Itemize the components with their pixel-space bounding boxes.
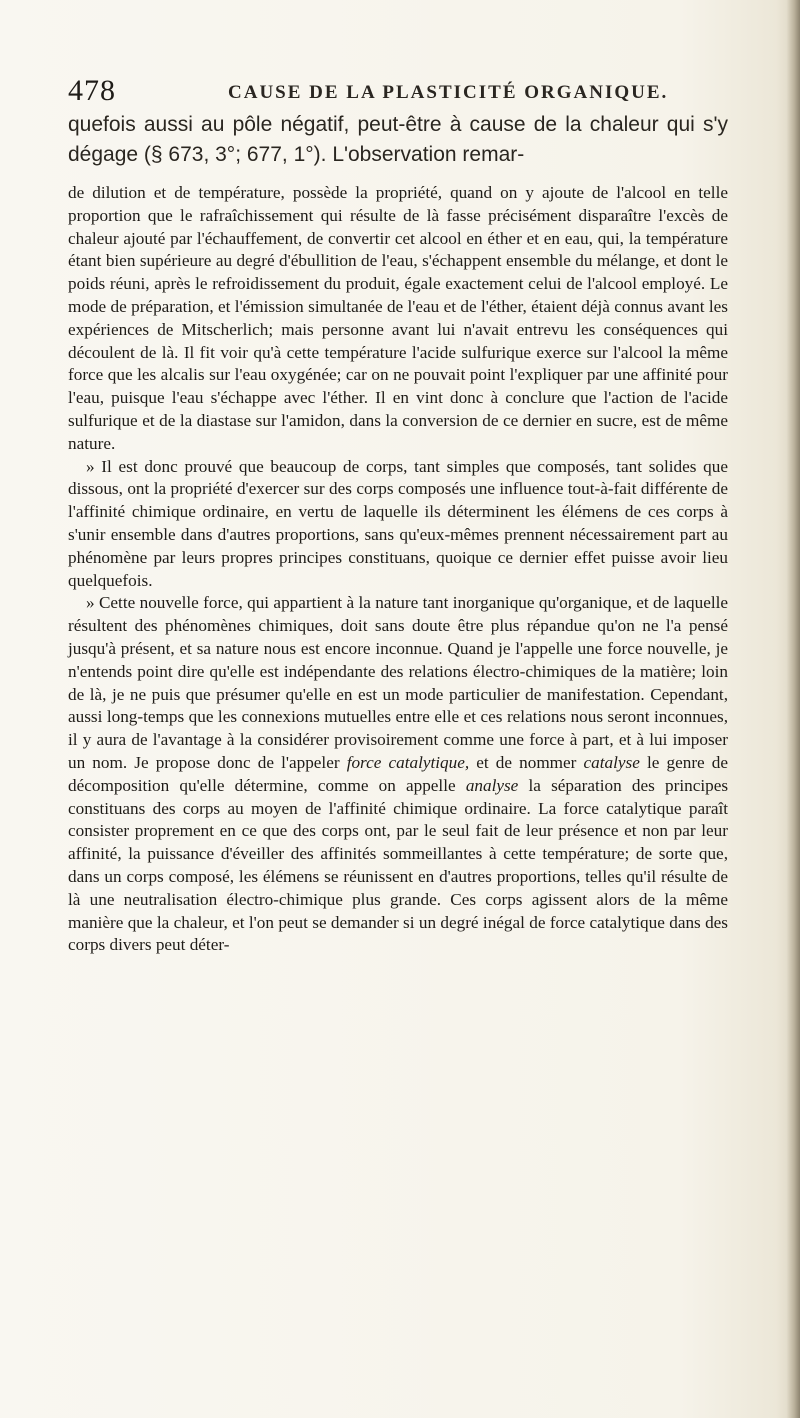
paragraph-3 (68, 592, 728, 957)
paragraph-2: » Il est donc prouvé que beaucoup de corps, tant simples que composés, tant solides que dissous, ont la propriété d'exercer sur des corps composés une influence tout-à-fait différente de l'affinité chimique ordinaire, en vertu de laquelle ils déterminent les élémens de ces corps à s'unir ensemble dans d'autres proportions, sans qu'eux-mêmes prennent nécessairement part au phénomène par leurs propres principes constituans, quoique ce dernier effet puisse avoir lieu quelquefois. (68, 456, 728, 590)
paragraph-3-part-d: la séparation des principes constituans des corps au moyen de l'affinité chimique ordinaire. La force catalytique paraît consister proprement en ce que des corps ont, par le seul fait de leur présence et non par leur affinité, la puissance d'éveiller des affinités sommeillantes à cette température; de sorte que, dans un corps composé, les élémens se réunissent en d'autres proportions, telles qu'il résulte de là une neutralisation électro-chimique plus grande. Ces corps agissent alors de la même manière que la chaleur, et l'on peut se demander si un degré inégal de force catalytique dans des corps divers peut déter- (68, 775, 729, 955)
page-number: 478 (68, 74, 116, 107)
term-force-catalytique: force catalytique, (346, 752, 470, 772)
paragraph-3-part-b: et de nommer (476, 752, 577, 772)
page-header (68, 68, 728, 108)
paragraph-1: de dilution et de température, possède la propriété, quand on y ajoute de l'alcool en telle proportion que le rafraîchissement qui résulte de là fasse précisément disparaître l'excès de chaleur ajouté par l'échauffement, de convertir cet alcool en éther et en eau, qui, la température étant bien supérieure au degré d'ébullition de l'eau, s'échappent ensemble du mélange, et dont le poids réuni, après le refroidissement du produit, égale exactement celui de l'alcool employé. Le mode de préparation, et l'émission simultanée de l'eau et de l'éther, étaient déjà connus avant les expériences de Mitscherlich; mais personne avant lui n'avait entrevu les conséquences qui découlent de là. Il fit voir qu'à cette température l'acide sulfurique exerce sur l'alcool la même force que les alcalis sur l'eau oxygénée; car on ne pouvait point l'expliquer par une affinité pour l'eau, puisque l'eau s'échappe avec l'éther. Il en vint donc à conclure que l'action de l'acide sulfurique et de la diastase sur l'amidon, dans la conversion de ce dernier en sucre, est de même nature. (68, 183, 728, 453)
term-catalyse: catalyse (583, 752, 640, 772)
running-head: CAUSE DE LA PLASTICITÉ ORGANIQUE. (228, 82, 669, 103)
paragraph-3-part-c: le genre de décomposition qu'elle détermine, comme on appelle (68, 752, 729, 795)
lead-paragraph: quefois aussi au pôle négatif, peut-être à cause de la chaleur qui s'y dégage (§ 673, 3°; 677, 1°). L'observation remar- (68, 113, 728, 166)
body-text (68, 110, 728, 957)
page-edge (786, 0, 800, 1418)
term-analyse: analyse (465, 775, 519, 795)
paragraph-3-part-a: » Cette nouvelle force, qui appartient à la nature tant inorganique qu'organique, et de laquelle résultent des phénomènes chimiques, doit sans doute être plus répandue qu'on ne l'a pensé jusqu'à présent, et sa nature nous est encore inconnue. Quand je l'appelle une force nouvelle, je n'entends point dire qu'elle est indépendante des relations électro-chimiques de la matière; loin de là, je ne puis que présumer qu'elle en est un mode particulier de manifestation. Cependant, aussi long-temps que les connexions mutuelles entre elle et ces relations nous seront inconnues, il y aura de l'avantage à la considérer provisoirement comme une force à part, et à lui imposer un nom. Je propose donc de l'appeler (68, 593, 728, 772)
